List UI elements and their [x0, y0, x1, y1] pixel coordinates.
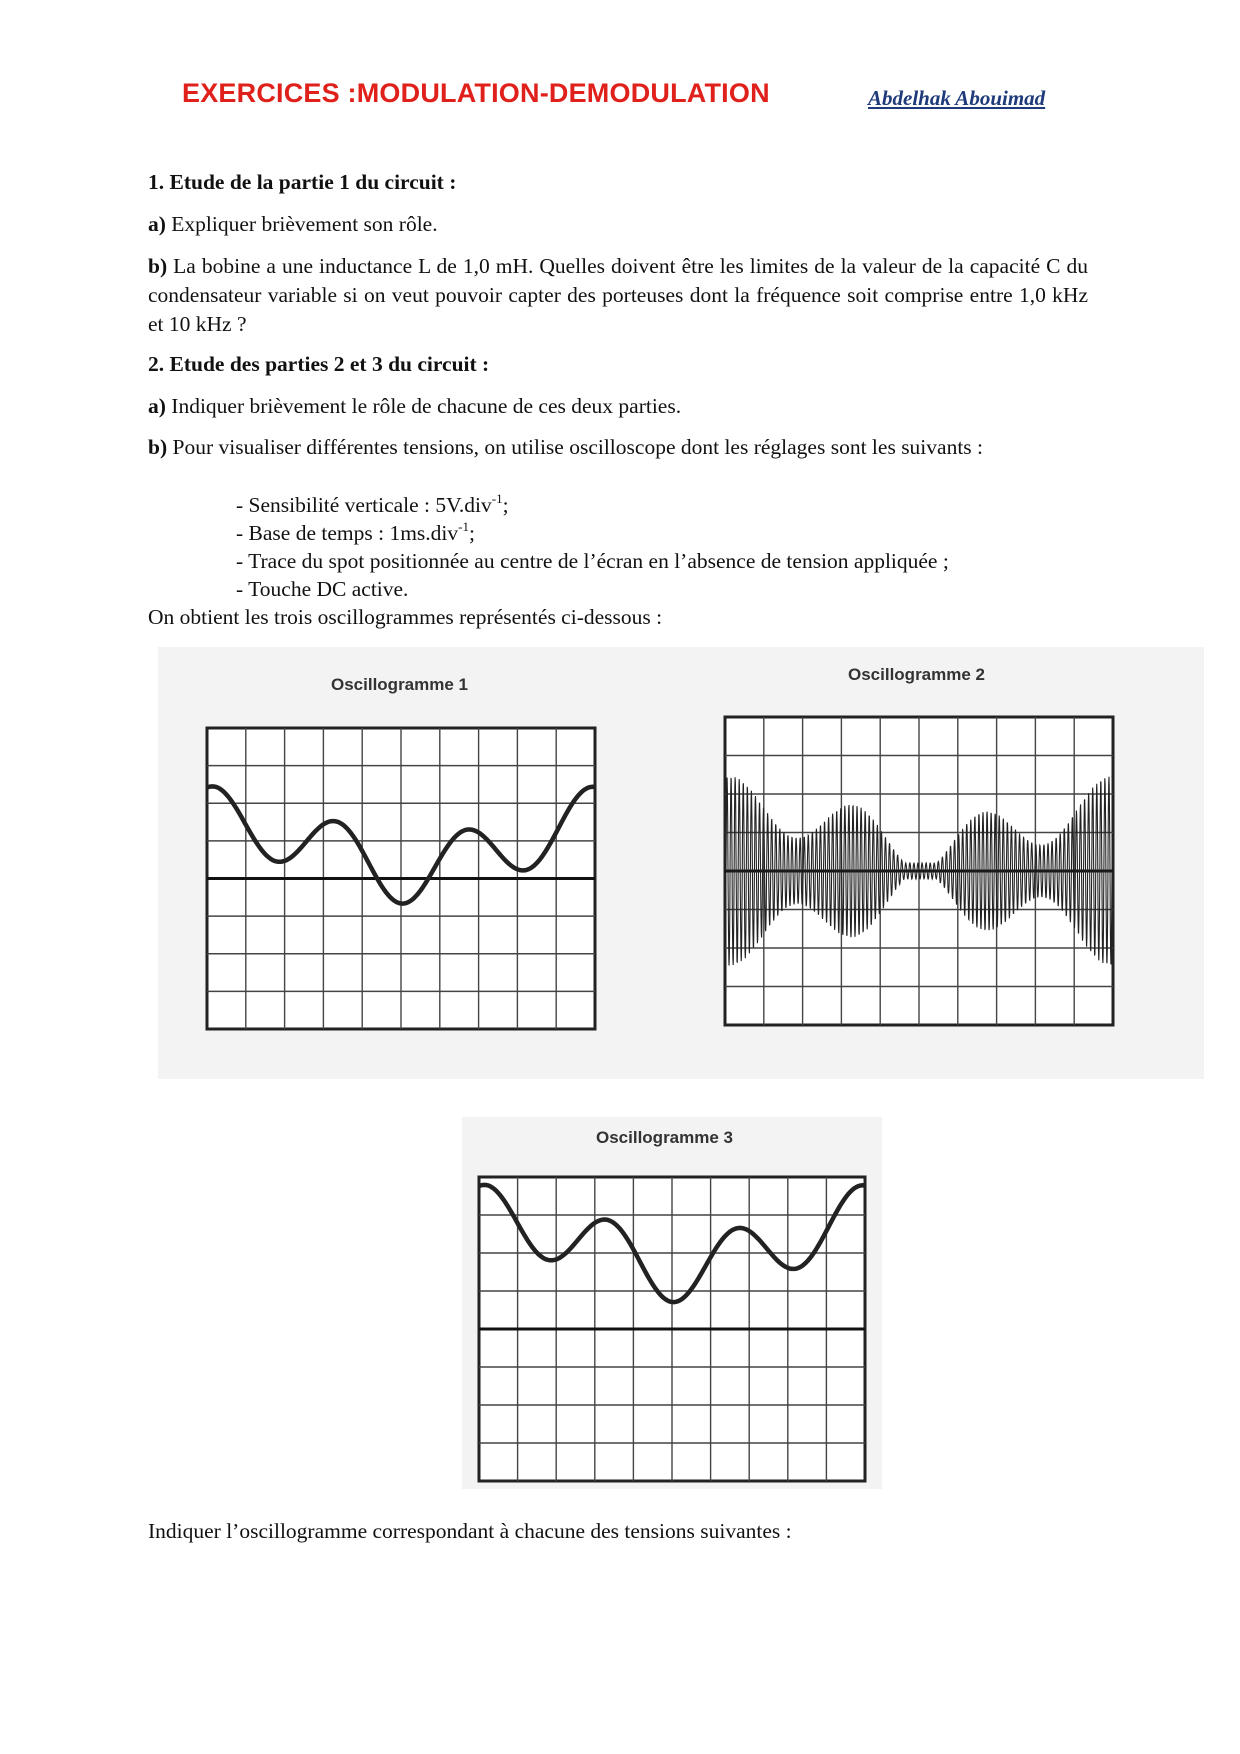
oscillogram-2-screen	[724, 716, 1114, 1026]
oscillogram-3-title: Oscillogramme 3	[596, 1128, 734, 1147]
header-author: Abdelhak Abouimad	[868, 86, 1046, 110]
setting-item	[236, 547, 949, 575]
section1-heading: 1. Etude de la partie 1 du circuit :	[148, 170, 457, 194]
text-b: Pour visualiser différentes tensions, on utilise oscilloscope dont les réglages sont les suivants :	[167, 435, 984, 459]
section2-question-b	[148, 433, 1088, 461]
setting-after: ;	[502, 493, 509, 517]
figures-intro: On obtient les trois oscillogrammes représentés ci-dessous :	[148, 605, 663, 629]
label-b: b)	[148, 435, 168, 459]
setting-text: - Trace du spot positionnée au centre de l’écran en l’absence de tension appliquée ;	[236, 549, 949, 573]
header-title: EXERCICES :MODULATION-DEMODULATION	[182, 78, 770, 108]
question-text: Indiquer l’oscillogramme correspondant à chacune des tensions suivantes :	[148, 1519, 792, 1543]
setting-after: ;	[468, 521, 475, 545]
section2-question-a	[148, 392, 1088, 421]
setting-text: - Base de temps : 1ms.div	[236, 521, 459, 545]
section2-heading: 2. Etude des parties 2 et 3 du circuit :	[148, 352, 490, 376]
setting-sup: -1	[491, 491, 503, 506]
oscillogram-1-screen	[206, 727, 596, 1030]
label-a: a)	[148, 212, 166, 236]
setting-text: - Touche DC active.	[236, 577, 409, 601]
oscillogram-3-screen	[478, 1176, 866, 1482]
section1-question-a	[148, 210, 1088, 239]
setting-item	[236, 519, 475, 547]
text-b: La bobine a une inductance L de 1,0 mH. Quelles doivent être les limites de la valeur de la capacité C du condensateur variable si on veut pouvoir capter des porteuses dont la fréquence soit comprise entre 1,0 kHz et 10 kHz ?	[148, 254, 1088, 336]
setting-item	[236, 575, 408, 603]
label-b: b)	[148, 254, 168, 278]
section1-question-b	[148, 252, 1088, 339]
setting-item	[236, 491, 509, 519]
text-a: Expliquer brièvement son rôle.	[165, 212, 438, 236]
text-a: Indiquer brièvement le rôle de chacune de ces deux parties.	[165, 394, 682, 418]
oscillogram-2-title: Oscillogramme 2	[848, 665, 986, 684]
oscillogram-1-title: Oscillogramme 1	[331, 675, 469, 694]
label-a: a)	[148, 394, 166, 418]
setting-text: - Sensibilité verticale : 5V.div	[236, 493, 492, 517]
setting-sup: -1	[458, 519, 469, 534]
